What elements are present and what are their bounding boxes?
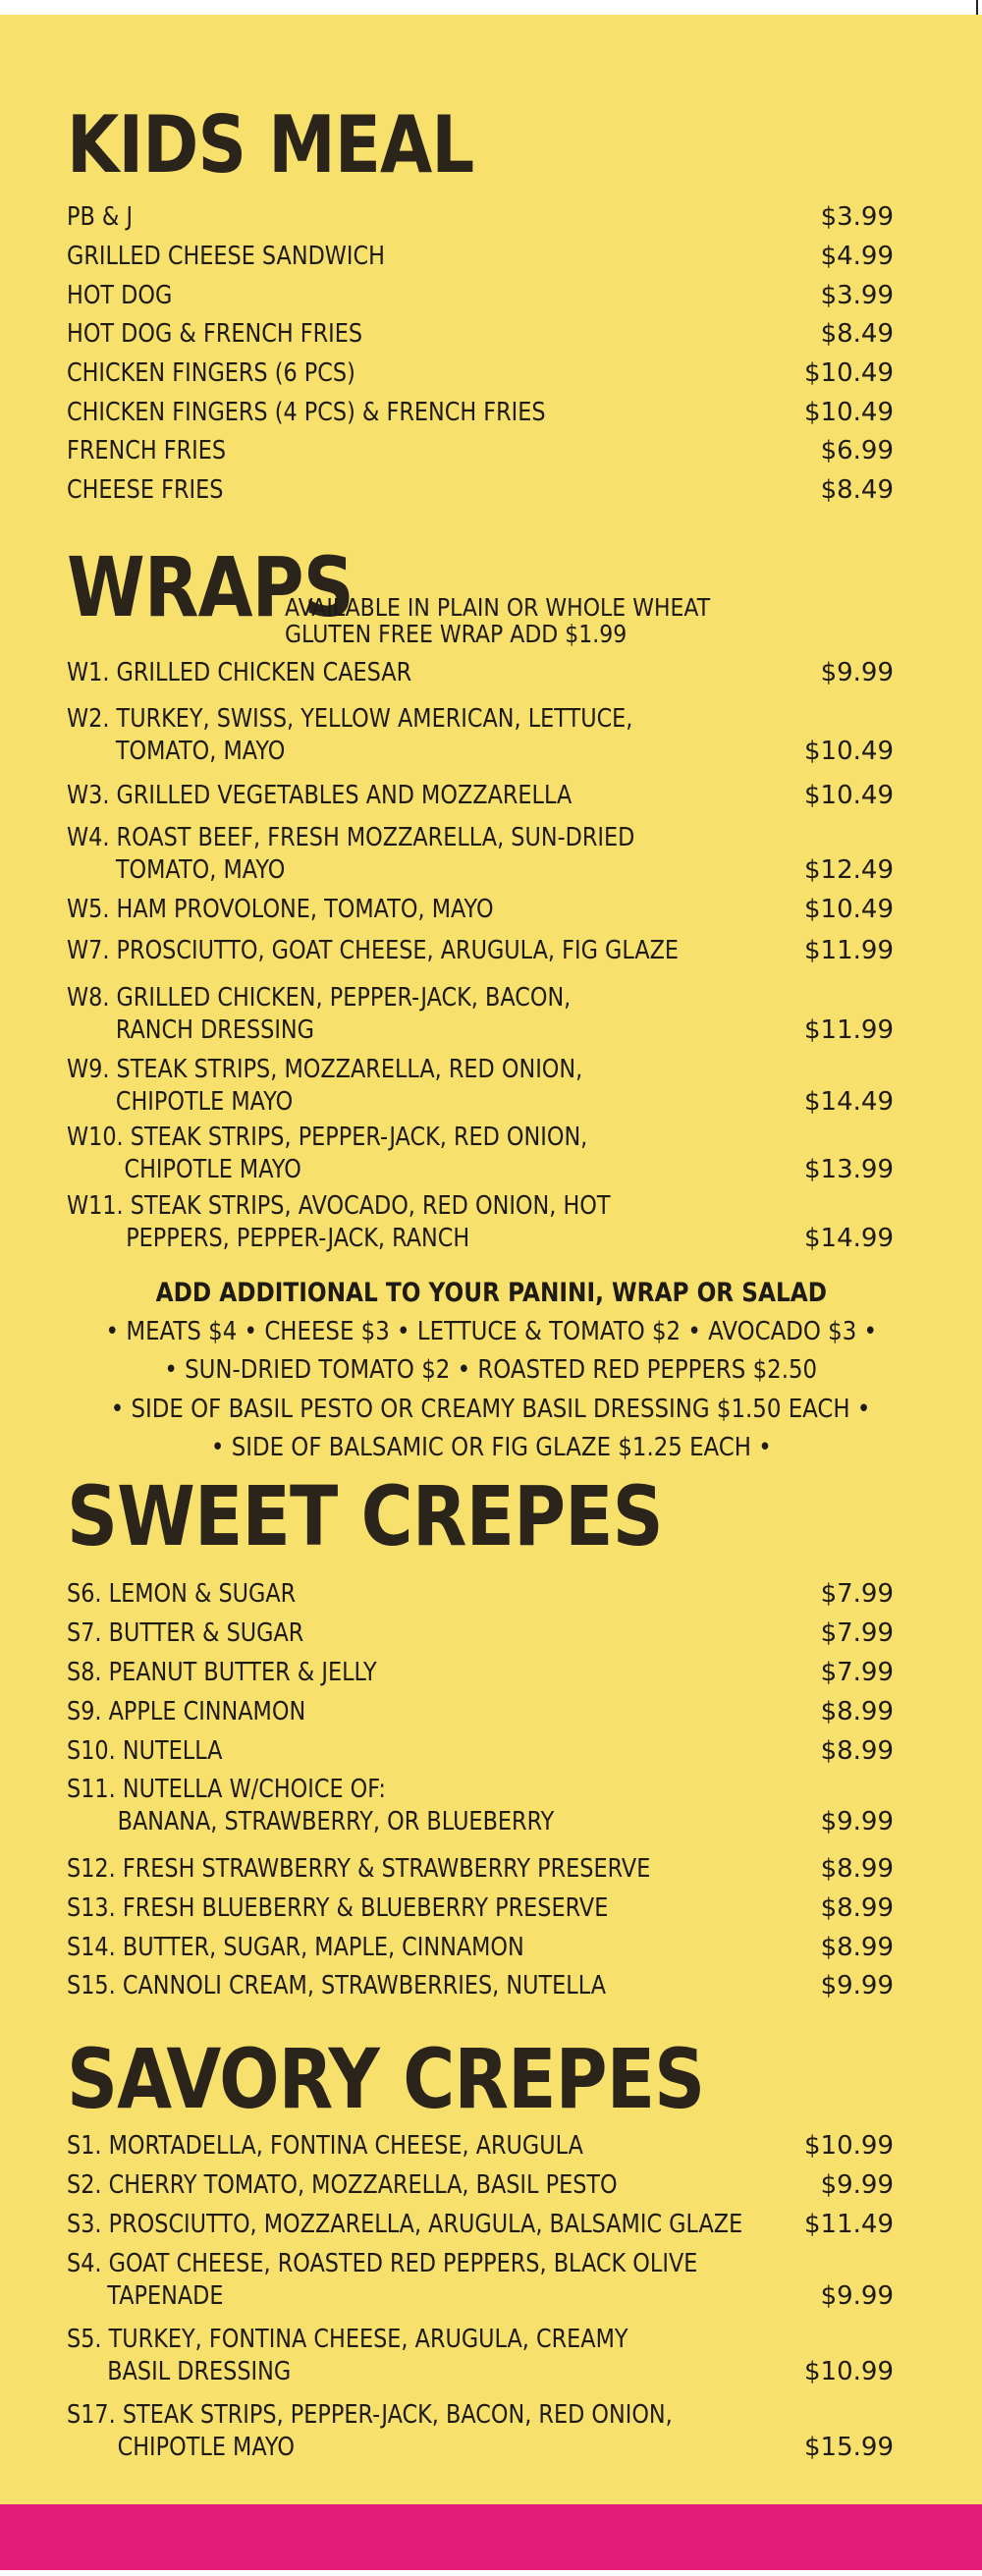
item-name: W2. TURKEY, SWISS, YELLOW AMERICAN, LETTUCE, [67,704,633,734]
item-price: $8.99 [820,1933,894,1962]
sweet-item [67,1892,894,1925]
top-margin [0,0,982,15]
wrap-item [67,657,894,689]
item-price: $7.99 [820,1579,894,1609]
item-price: $10.49 [804,895,894,924]
item-name-continued: TAPENADE [107,2281,224,2311]
wrap-item [67,894,894,926]
item-price: $8.99 [820,1854,894,1884]
item-name: W1. GRILLED CHICKEN CAESAR [67,658,412,687]
item-price: $9.99 [820,1807,894,1836]
item-name-continued: CHIPOTLE MAYO [124,1155,301,1184]
kids-item [67,241,894,273]
kids-item [67,280,894,312]
item-name: PB & J [67,202,134,232]
sweet-item [67,1735,894,1768]
item-price: $10.49 [804,737,894,766]
item-price: $14.49 [804,1087,894,1117]
sweet-item [67,1657,894,1689]
wraps-note-line: GLUTEN FREE WRAP ADD $1.99 [285,620,627,648]
item-price: $11.99 [804,936,894,965]
addon-text: • SIDE OF BALSAMIC OR FIG GLAZE $1.25 EACH • [210,1433,772,1462]
wrap-item [67,1190,894,1255]
sweet-item [67,1932,894,1964]
sweet-crepes-title: SWEET CREPES [67,1468,663,1564]
wraps-note-line: AVAILABLE IN PLAIN OR WHOLE WHEAT [285,593,711,622]
kids-item [67,474,894,507]
item-name: S15. CANNOLI CREAM, STRAWBERRIES, NUTELLA [67,1971,607,2001]
kids-item [67,357,894,390]
item-name: S2. CHERRY TOMATO, MOZZARELLA, BASIL PESTO [67,2170,618,2200]
item-price: $3.99 [820,202,894,232]
addons-title [0,1277,982,1310]
item-price: $8.99 [820,1893,894,1923]
wrap-item [67,982,894,1047]
item-name: W4. ROAST BEEF, FRESH MOZZARELLA, SUN-DRIED [67,823,635,852]
item-name-continued: BANANA, STRAWBERRY, OR BLUEBERRY [117,1807,555,1836]
kids-item [67,201,894,234]
item-name: S9. APPLE CINNAMON [67,1697,306,1726]
kids-item [67,397,894,429]
item-price: $7.99 [820,1618,894,1648]
item-name: HOT DOG & FRENCH FRIES [67,319,363,349]
item-name: S12. FRESH STRAWBERRY & STRAWBERRY PRESERVE [67,1854,651,1884]
item-name: W9. STEAK STRIPS, MOZZARELLA, RED ONION, [67,1055,583,1084]
item-price: $10.49 [804,781,894,810]
item-name: HOT DOG [67,281,173,310]
item-name: W10. STEAK STRIPS, PEPPER-JACK, RED ONION, [67,1123,588,1152]
savory-item [67,2399,894,2464]
sweet-item [67,1970,894,2002]
item-price: $8.99 [820,1697,894,1726]
kids-item [67,318,894,351]
addon-text: • SIDE OF BASIL PESTO OR CREAMY BASIL DRESSING $1.50 EACH • [111,1395,871,1424]
kids-meal-title: KIDS MEAL [67,99,474,191]
addon-text: • SUN-DRIED TOMATO $2 • ROASTED RED PEPPERS $2.50 [164,1355,818,1385]
wrap-item [67,780,894,812]
item-price: $10.49 [804,358,894,388]
item-price: $7.99 [820,1658,894,1687]
item-name: S14. BUTTER, SUGAR, MAPLE, CINNAMON [67,1933,524,1962]
item-price: $10.99 [804,2131,894,2161]
item-price: $9.99 [820,2281,894,2311]
item-name-continued: CHIPOTLE MAYO [117,2433,295,2462]
wraps-note [285,594,710,647]
item-price: $3.99 [820,281,894,310]
addon-text: • MEATS $4 • CHEESE $3 • LETTUCE & TOMATO $2 • AVOCADO $3 • [105,1317,877,1346]
addon-line [0,1431,982,1464]
item-name: CHEESE FRIES [67,475,224,505]
item-name: S3. PROSCIUTTO, MOZZARELLA, ARUGULA, BALSAMIC GLAZE [67,2210,743,2239]
item-price: $9.99 [820,2170,894,2200]
item-price: $10.99 [804,2357,894,2386]
item-name-continued: TOMATO, MAYO [115,855,286,885]
item-price: $8.49 [820,475,894,505]
sweet-item [67,1696,894,1728]
item-name-continued: RANCH DRESSING [115,1015,314,1045]
addon-line [0,1353,982,1387]
savory-item [67,2324,894,2388]
item-name: S13. FRESH BLUEBERRY & BLUEBERRY PRESERVE [67,1893,609,1923]
wraps-title: WRAPS [67,539,354,635]
item-price: $12.49 [804,855,894,885]
item-price: $14.99 [804,1224,894,1253]
item-price: $11.49 [804,2210,894,2239]
item-name: S5. TURKEY, FONTINA CHEESE, ARUGULA, CREAMY [67,2325,628,2354]
item-price: $10.49 [804,398,894,427]
item-price: $9.99 [820,1971,894,2001]
item-price: $8.99 [820,1736,894,1766]
addon-line [0,1315,982,1348]
savory-item [67,2248,894,2313]
wrap-item [67,822,894,887]
item-price: $4.99 [820,242,894,271]
item-price: $15.99 [804,2433,894,2462]
wrap-item [67,1122,894,1186]
item-name: W7. PROSCIUTTO, GOAT CHEESE, ARUGULA, FIG GLAZE [67,936,680,965]
item-price: $8.49 [820,319,894,349]
item-name: S4. GOAT CHEESE, ROASTED RED PEPPERS, BLACK OLIVE [67,2249,698,2278]
item-price: $13.99 [804,1155,894,1184]
item-name: S7. BUTTER & SUGAR [67,1618,304,1648]
item-name: W8. GRILLED CHICKEN, PEPPER-JACK, BACON, [67,983,572,1013]
item-name: W3. GRILLED VEGETABLES AND MOZZARELLA [67,781,573,810]
item-name: S1. MORTADELLA, FONTINA CHEESE, ARUGULA [67,2131,583,2161]
item-name: GRILLED CHEESE SANDWICH [67,242,385,271]
item-name: CHICKEN FINGERS (4 PCS) & FRENCH FRIES [67,398,546,427]
item-name-continued: TOMATO, MAYO [115,737,286,766]
addons-title-text: ADD ADDITIONAL TO YOUR PANINI, WRAP OR SALAD [155,1278,827,1308]
item-price: $9.99 [820,658,894,687]
sweet-item [67,1774,894,1838]
item-price: $6.99 [820,436,894,466]
sweet-item [67,1617,894,1650]
item-name: CHICKEN FINGERS (6 PCS) [67,358,355,388]
wrap-item [67,703,894,768]
savory-item [67,2169,894,2202]
item-name: W11. STEAK STRIPS, AVOCADO, RED ONION, HOT [67,1191,611,1221]
kids-item [67,435,894,467]
addon-line [0,1393,982,1426]
item-name-continued: BASIL DRESSING [107,2357,292,2386]
item-name: S6. LEMON & SUGAR [67,1579,297,1609]
savory-crepes-title: SAVORY CREPES [67,2031,705,2127]
savory-item [67,2130,894,2163]
footer-band [0,2504,982,2570]
item-name-continued: CHIPOTLE MAYO [115,1087,294,1117]
item-name-continued: PEPPERS, PEPPER-JACK, RANCH [126,1224,470,1253]
wrap-item [67,1054,894,1119]
sweet-item [67,1853,894,1886]
item-name: S8. PEANUT BUTTER & JELLY [67,1658,377,1687]
item-name: S17. STEAK STRIPS, PEPPER-JACK, BACON, RED ONION, [67,2400,673,2430]
bottom-margin [0,2570,982,2576]
savory-item [67,2209,894,2241]
wrap-item [67,935,894,967]
item-name: S10. NUTELLA [67,1736,223,1766]
item-name: S11. NUTELLA W/CHOICE OF: [67,1775,386,1804]
item-name: FRENCH FRIES [67,436,227,466]
sweet-item [67,1578,894,1611]
item-price: $11.99 [804,1015,894,1045]
item-name: W5. HAM PROVOLONE, TOMATO, MAYO [67,895,494,924]
